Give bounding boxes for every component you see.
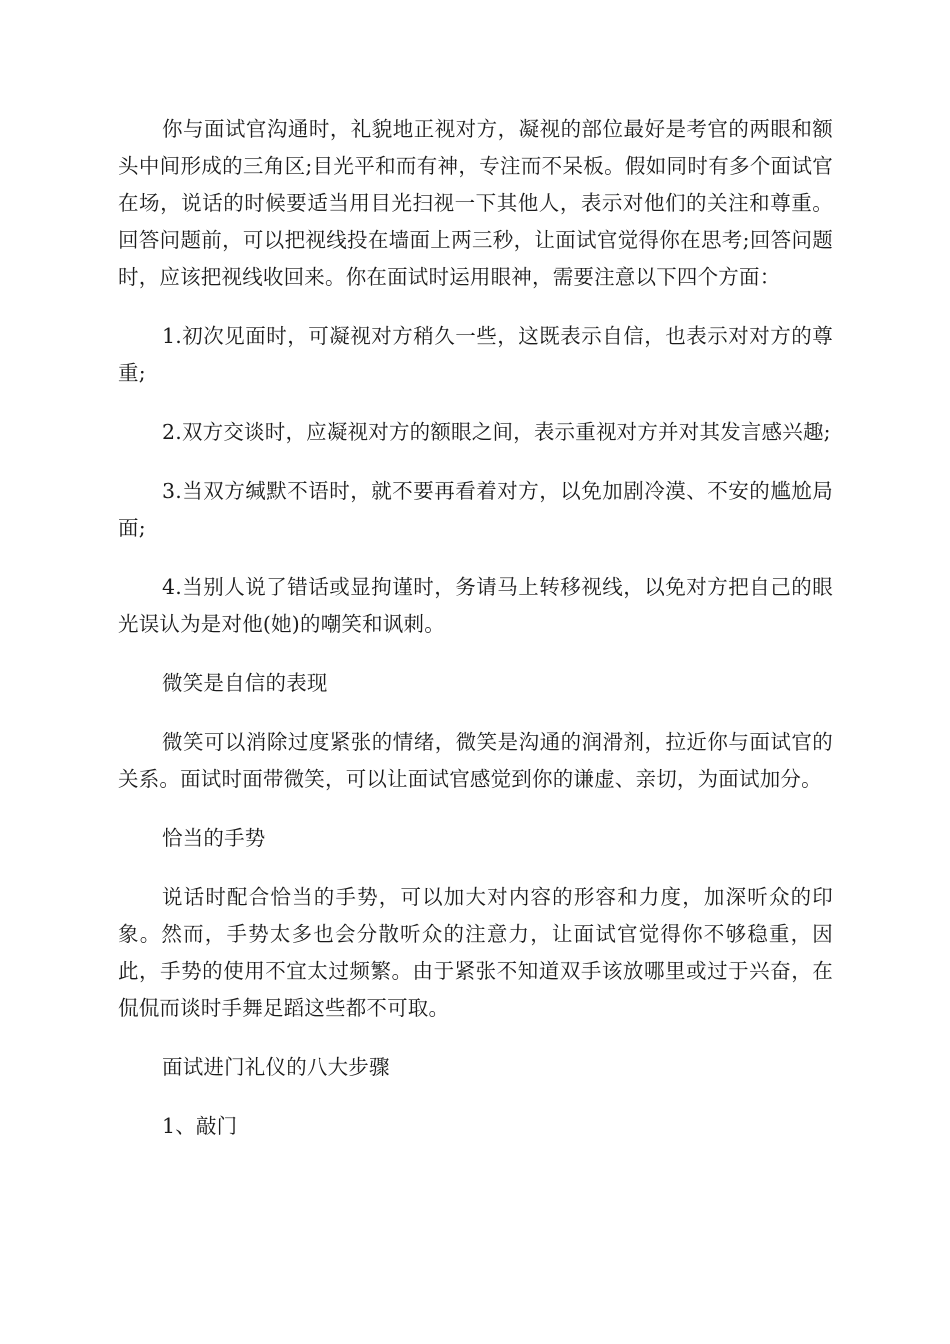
list-item-first-meeting: 1.初次见面时，可凝视对方稍久一些，这既表示自信，也表示对对方的尊重; xyxy=(118,324,833,385)
heading-smile: 微笑是自信的表现 xyxy=(162,671,328,695)
paragraph-smile: 微笑可以消除过度紧张的情绪，微笑是沟通的润滑剂，拉近你与面试官的关系。面试时面带微笑，可以让面试官感觉到你的谦虚、亲切，为面试加分。 xyxy=(118,730,833,791)
heading-gestures: 恰当的手势 xyxy=(162,826,266,850)
list-item-conversation: 2.双方交谈时，应凝视对方的额眼之间，表示重视对方并对其发言感兴趣; xyxy=(162,420,831,444)
paragraph-gestures: 说话时配合恰当的手势，可以加大对内容的形容和力度，加深听众的印象。然而，手势太多也会分散听众的注意力，让面试官觉得你不够稳重，因此，手势的使用不宜太过频繁。由于紧张不知道双手该放哪里或过于兴奋，在侃侃而谈时手舞足蹈这些都不可取。 xyxy=(118,885,833,1020)
paragraph-eye-contact: 你与面试官沟通时，礼貌地正视对方，凝视的部位最好是考官的两眼和额头中间形成的三角区;目光平和而有神，专注而不呆板。假如同时有多个面试官在场，说话的时候要适当用目光扫视一下其他人，表示对他们的关注和尊重。回答问题前，可以把视线投在墙面上两三秒，让面试官觉得你在思考;回答问题时，应该把视线收回来。你在面试时运用眼神，需要注意以下四个方面： xyxy=(118,117,833,289)
document-body xyxy=(118,111,833,1167)
heading-entry-steps: 面试进门礼仪的八大步骤 xyxy=(162,1055,390,1079)
list-item-silence: 3.当双方缄默不语时，就不要再看着对方，以免加剧冷漠、不安的尴尬局面; xyxy=(118,479,833,540)
step-knock: 1、敲门 xyxy=(162,1114,238,1138)
list-item-mistake: 4.当别人说了错话或显拘谨时，务请马上转移视线，以免对方把自己的眼光误认为是对他(她)的嘲笑和讽刺。 xyxy=(118,575,833,636)
